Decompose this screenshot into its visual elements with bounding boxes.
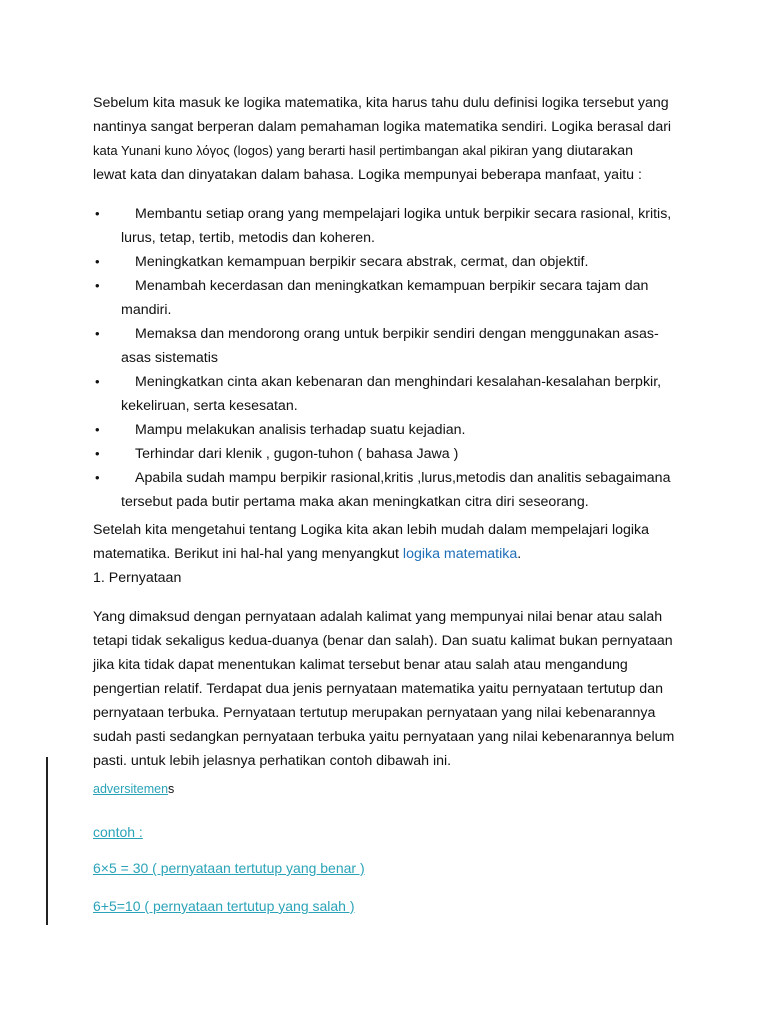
list-item <box>93 418 683 442</box>
advertisement-link[interactable]: adversitemen <box>93 782 169 796</box>
bullet-icon: • <box>95 326 100 341</box>
list-item-text: Mampu melakukan analisis terhadap suatu kejadian. <box>135 422 466 438</box>
logika-matematika-link[interactable]: logika matematika <box>402 546 518 562</box>
list-item-text: Meningkatkan cinta akan kebenaran dan menghindari kesalahan-kesalahan berpkir, kekeliruan, serta kesesatan. <box>121 374 662 414</box>
benefits-list <box>93 202 683 514</box>
bullet-icon: • <box>95 470 100 485</box>
list-item <box>93 322 683 370</box>
intro-line-2: nantinya sangat berperan dalam pemahaman logika matematika sendiri. Logika berasal dari <box>93 119 672 135</box>
list-item-text: Memaksa dan mendorong orang untuk berpikir sendiri dengan menggunakan asas-asas sistematis <box>121 326 659 366</box>
transition-line-1: Setelah kita mengetahui tentang Logika kita akan lebih mudah dalam mempelajari logika <box>93 522 650 538</box>
list-item-text: Membantu setiap orang yang mempelajari logika untuk berpikir secara rasional, kritis, lurus, tetap, tertib, metodis dan koheren. <box>121 206 672 246</box>
bullet-icon: • <box>95 278 100 293</box>
bullet-icon: • <box>95 206 100 221</box>
list-item-text: Menambah kecerdasan dan meningkatkan kemampuan berpikir secara tajam dan mandiri. <box>121 278 649 318</box>
margin-rule <box>46 757 48 925</box>
intro-line-3-greek: kata Yunani kuno λόγος (logos) yang berarti hasil pertimbangan akal pikiran <box>93 143 529 158</box>
intro-line-1: Sebelum kita masuk ke logika matematika, kita harus tahu dulu definisi logika tersebut yang <box>93 95 669 111</box>
example-label[interactable]: contoh : <box>93 824 143 840</box>
list-item <box>93 274 683 322</box>
bullet-icon: • <box>95 374 100 389</box>
definition-paragraph: Yang dimaksud dengan pernyataan adalah kalimat yang mempunyai nilai benar atau salah tetapi tidak sekaligus kedua-duanya (benar dan salah). Dan suatu kalimat bukan pernyataan jika kita tidak dapat menentukan kalimat tersebut benar atau salah atau mengandung pengertian relatif. Terdapat dua jenis pernyataan matematika yaitu pernyataan tertutup dan pernyataan terbuka. Pernyataan tertutup merupakan pernyataan yang nilai kebenarannya sudah pasti sedangkan pernyataan terbuka yaitu pernyataan yang nilai kebenarannya belum pasti. untuk lebih jelasnya perhatikan contoh dibawah ini. <box>93 609 675 769</box>
example-false[interactable]: 6+5=10 ( pernyataan tertutup yang salah ) <box>93 898 355 914</box>
transition-paragraph <box>93 518 683 590</box>
intro-paragraph <box>93 91 683 187</box>
intro-line-4: lewat kata dan dinyatakan dalam bahasa. Logika mempunyai beberapa manfaat, yaitu : <box>93 167 642 183</box>
intro-line-3-tail: yang diutarakan <box>528 143 633 159</box>
list-item-text: Meningkatkan kemampuan berpikir secara abstrak, cermat, dan objektif. <box>135 254 589 270</box>
list-item-text: Apabila sudah mampu berpikir rasional,kritis ,lurus,metodis dan analitis sebagaimana tersebut pada butir pertama maka akan meningkatkan citra diri seseorang. <box>121 470 671 510</box>
list-item <box>93 370 683 418</box>
bullet-icon: • <box>95 446 100 461</box>
bullet-icon: • <box>95 254 100 269</box>
transition-line-2-suffix: . <box>517 546 522 562</box>
example-true[interactable]: 6×5 = 30 ( pernyataan tertutup yang benar ) <box>93 860 365 876</box>
section-heading: 1. Pernyataan <box>93 570 182 586</box>
list-item <box>93 466 683 514</box>
list-item <box>93 250 683 274</box>
advertisement-tail: s <box>168 782 175 796</box>
advertisement-line <box>93 780 174 798</box>
list-item-text: Terhindar dari klenik , gugon-tuhon ( bahasa Jawa ) <box>135 446 459 462</box>
list-item <box>93 202 683 250</box>
transition-line-2-prefix: matematika. Berikut ini hal-hal yang menyangkut <box>93 546 403 562</box>
list-item <box>93 442 683 466</box>
bullet-icon: • <box>95 422 100 437</box>
